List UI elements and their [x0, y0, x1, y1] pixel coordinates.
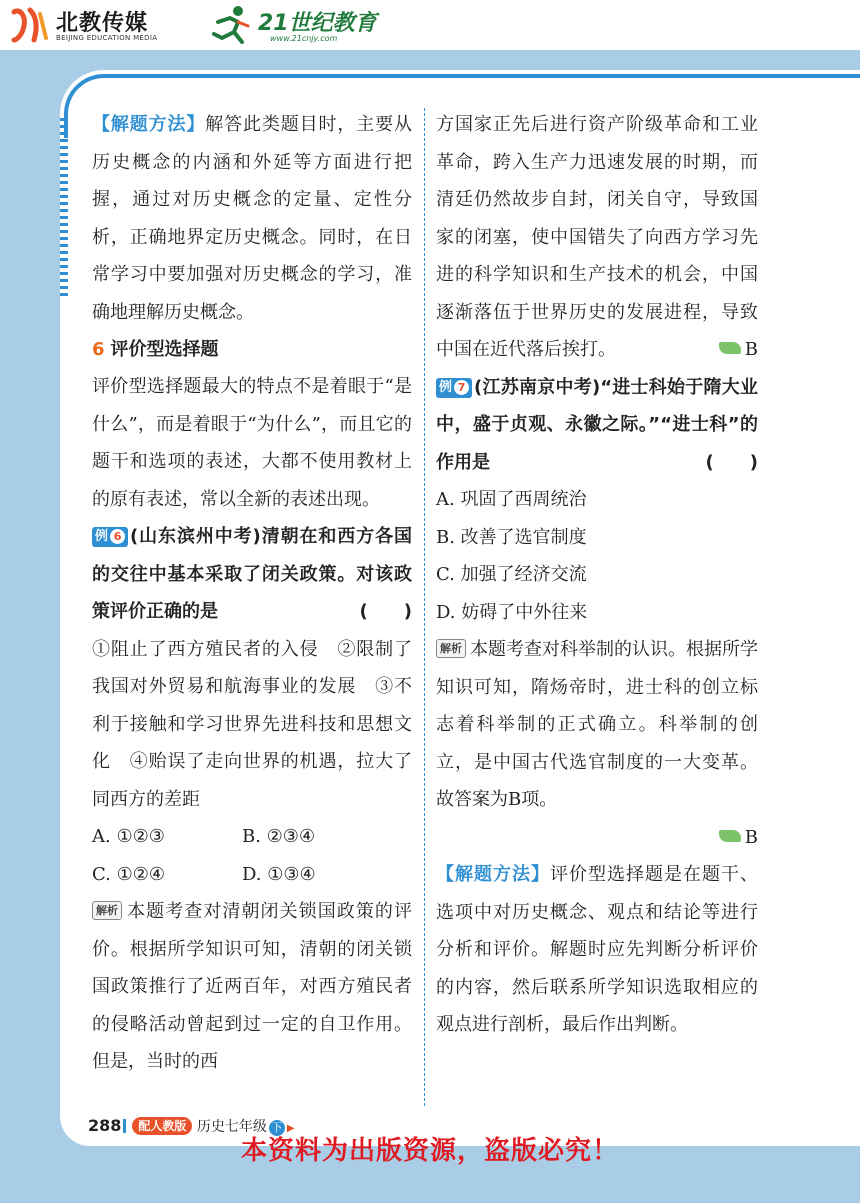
beijing-education-media-logo: [10, 4, 180, 46]
example-badge-label: 例: [95, 529, 109, 544]
example-badge-number: 6: [110, 529, 125, 544]
analysis-badge: 解析: [92, 901, 122, 920]
example-6-text: (山东滨州中考)清朝在和西方各国的交往中基本采取了闭关政策。对该政策评价正确的是: [92, 526, 412, 622]
example-7-text: (江苏南京中考)“进士科始于隋大业中，盛于贞观、永徽之际。”“进士科”的作用是: [436, 376, 758, 473]
logo1-chinese-name: 北教传媒: [56, 11, 149, 36]
analysis-badge: 解析: [436, 639, 466, 658]
example-badge: [436, 378, 472, 398]
copyright-watermark: 本资料为出版资源，盗版必究！: [240, 1136, 619, 1166]
left-column: [92, 106, 412, 1081]
logo2-url: www.21cnjy.com: [270, 34, 338, 43]
options-row-1: [92, 818, 412, 856]
example-badge: [92, 527, 128, 547]
answer-blank: ( ): [705, 451, 758, 473]
example-6-question: [92, 518, 412, 631]
runner-logo-icon: [210, 4, 254, 46]
column-divider: [424, 108, 425, 1106]
option-d: D. 妨碍了中外往来: [436, 601, 588, 623]
answer-row-2: [436, 819, 758, 857]
method-tag: 【解题方法】: [436, 864, 550, 885]
answer-value: B: [744, 339, 758, 360]
section-title: 评价型选择题: [110, 339, 219, 360]
volume-badge: 下: [269, 1120, 285, 1136]
answer-blank: ( ): [359, 601, 412, 622]
example-badge-label: 例: [439, 379, 453, 395]
book-title: 历史七年级: [196, 1119, 267, 1135]
method-paragraph-right: [436, 856, 758, 1044]
logo1-english-name: BEIJING EDUCATION MEDIA: [56, 34, 158, 42]
analysis-continuation: 方国家正先后进行资产阶级革命和工业革命，跨入生产力迅速发展的时期，而清廷仍然故步自封，闭关自守，导致国家的闭塞，使中国错失了向西方学习先进的科学知识和生产技术的机会，中国逐渐落伍于世界历史的发展进程，导致中国在近代落后挨打。: [436, 114, 758, 360]
option-a: A. 巩固了西周统治: [436, 489, 587, 510]
options-row-2: [92, 856, 412, 894]
method-text: 解答此类题目时，主要从历史概念的内涵和外延等方面进行把握，通过对历史概念的定量、定性分析，正确地界定历史概念。同时，在日常学习中要加强对历史概念的学习，准确地理解历史概念。: [92, 114, 412, 323]
method-paragraph-left: [92, 106, 412, 331]
option-b: B. 改善了选官制度: [436, 526, 587, 548]
arrow-icon: ▶: [286, 1123, 295, 1134]
edition-badge: 配人教版: [132, 1117, 192, 1135]
example-6-statements: ①阻止了西方殖民者的入侵 ②限制了我国对外贸易和航海事业的发展 ③不利于接触和学习世界先进科技和思想文化 ④贻误了走向世界的机遇，拉大了同西方的差距: [92, 638, 412, 810]
publisher-header: [0, 0, 860, 50]
logo2-chinese-name: 21世纪教育: [258, 11, 377, 36]
analysis-text: 本题考查对清朝闭关锁国政策的评价。根据所学知识可知，清朝的闭关锁国政策推行了近两百年，对西方殖民者的侵略活动曾起到过一定的自卫作用。但是，当时的西: [92, 901, 412, 1072]
option-c: C. ①②④: [92, 863, 165, 885]
example-6-analysis: [92, 893, 412, 1081]
option-d: D. ①③④: [242, 863, 316, 885]
analysis-text: 本题考查对科举制的认识。根据所学知识可知，隋炀帝时，进士科的创立标志着科举制的正式确立。科举制的创立，是中国古代选官制度的一大变革。故答案为B项。: [436, 639, 758, 810]
page-edge-stripes: [60, 118, 68, 298]
answer-value: B: [744, 826, 758, 848]
right-column: [436, 106, 758, 1044]
21cnjy-logo: [210, 4, 380, 46]
section-heading: [92, 331, 412, 368]
method-tag: 【解题方法】: [92, 114, 206, 135]
section-number: 6: [92, 339, 105, 360]
section-paragraph: 评价型选择题最大的特点不是着眼于“是什么”，而是着眼于“为什么”，而且它的题干和选项的表述，大都不使用教材上的原有表述，常以全新的表述出现。: [92, 376, 412, 510]
option-a: A. ①②③: [92, 826, 165, 847]
bei-jiao-logo-icon: [10, 6, 50, 44]
option-b: B. ②③④: [242, 826, 316, 847]
answer-leaf-icon: [719, 342, 741, 354]
method-text: 评价型选择题是在题干、选项中对历史概念、观点和结论等进行分析和评价。解题时应先判断分析评价的内容，然后联系所学知识选取相应的观点进行剖析，最后作出判断。: [436, 864, 758, 1035]
example-badge-number: 7: [454, 380, 469, 395]
answer-leaf-icon: [719, 830, 741, 842]
page-number: 288: [88, 1116, 122, 1135]
example-7-analysis: [436, 631, 758, 819]
option-c: C. 加强了经济交流: [436, 564, 587, 585]
example-7-question: [436, 369, 758, 482]
